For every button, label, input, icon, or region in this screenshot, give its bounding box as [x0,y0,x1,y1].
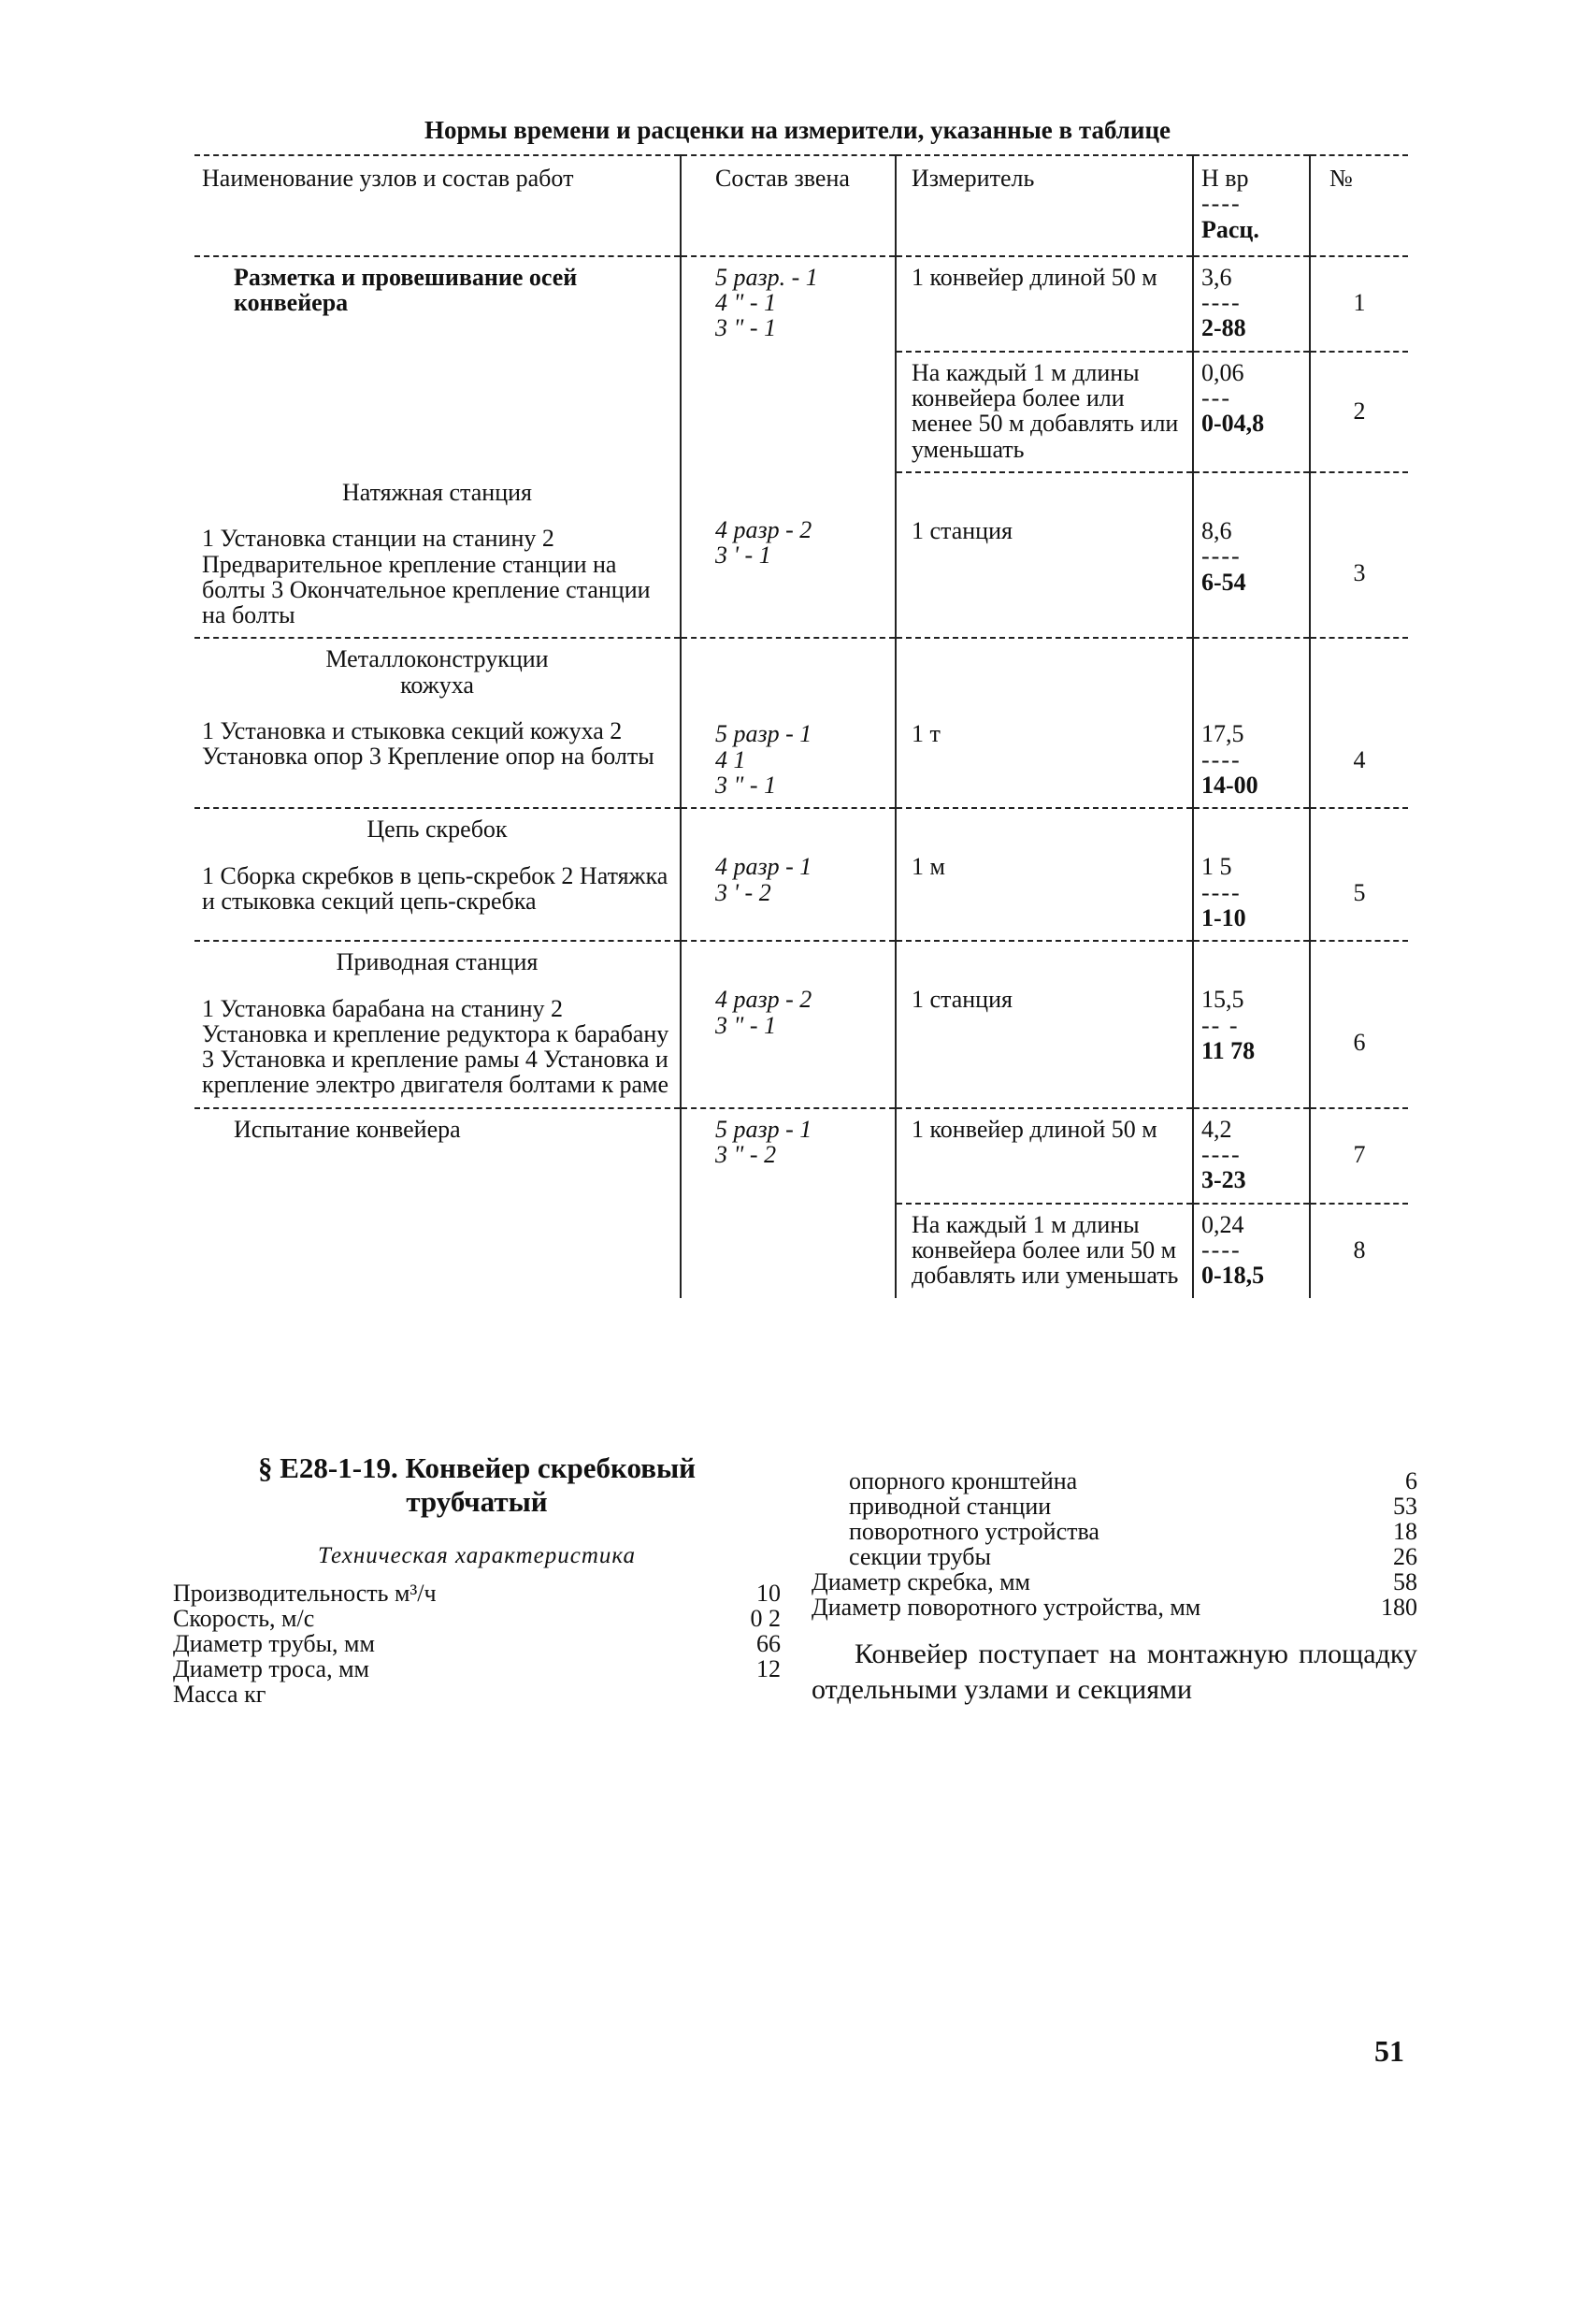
spec-row [812,1569,1417,1595]
row-4-values [1193,638,1310,808]
table-row [194,808,1408,941]
row-3-brigade [681,472,896,638]
row-1-unit: 1 конвейер длиной 50 м [896,256,1193,352]
brigade-line: 5 разр - 1 [715,1115,812,1143]
brigade-line: 3 " - 1 [715,1011,777,1039]
spec-value: 0 2 [750,1605,781,1632]
row-7-name [194,1108,681,1298]
hvr-value: 0,06 [1201,358,1244,386]
value-dash: ---- [1201,878,1242,906]
row-7-brigade [681,1108,896,1298]
value-dash: ---- [1201,1235,1242,1263]
table-header-row [194,155,1408,256]
spec-list-right [812,1468,1417,1620]
value-dash: ---- [1201,542,1242,570]
hvr-value: 1 5 [1201,853,1232,881]
row-5-name [194,808,681,941]
spec-value: 66 [756,1630,781,1657]
header-unit: Измеритель [896,155,1193,256]
spec-label: Диаметр троса, мм [173,1655,369,1682]
table-title: Нормы времени и расценки на измерители, указанные в таблице [424,116,1171,144]
section-title-line2: трубчатый [406,1484,548,1518]
spec-label: секции трубы [849,1543,991,1570]
row-6-name [194,941,681,1107]
row-8-values [1193,1204,1310,1298]
spec-label: приводной станции [849,1493,1052,1520]
row-8-num: 8 [1353,1235,1366,1263]
row-1-num: 1 [1310,256,1408,352]
brigade-line: 3 " - 1 [715,772,777,800]
brigade-line: 3 ' - 1 [715,541,771,570]
spec-value: 6 [1405,1467,1417,1494]
row-1-values [1193,256,1310,352]
value-dash: --- [1201,384,1231,412]
spec-value: 12 [756,1655,781,1682]
row-name-text: 1 Установка и стыковка секций кожуха 2 Установка опор 3 Крепление опор на болты [202,717,654,771]
value-dash: ---- [1201,745,1242,773]
spec-label: Скорость, м/с [173,1605,315,1632]
brigade-line: 4 разр - 1 [715,853,812,881]
spec-label: Диаметр поворотного устройства, мм [812,1594,1201,1621]
header-name: Наименование узлов и состав работ [194,155,681,256]
hvr-value: 3,6 [1201,263,1232,291]
header-hvr [1193,155,1310,256]
row-5-unit: 1 м [896,808,1193,941]
row-name-text: Разметка и провешивание осей конвейера [234,263,578,317]
row-5-brigade [681,808,896,941]
spec-label: Производительность м³/ч [173,1580,437,1607]
value-dash: -- - [1201,1011,1240,1039]
spec-value: 58 [1393,1568,1417,1595]
brigade-line: 3 " - 2 [715,1141,777,1169]
body-paragraph: Конвейер поступает на монтажную площадку отдельными узлами и секциями [812,1638,1417,1705]
table-row [194,941,1408,1107]
row-section-title: Металлоконструкции кожуха [325,645,549,699]
table-row [194,472,1408,638]
row-4-name [194,638,681,808]
rasc-value: 0-04,8 [1201,410,1265,438]
row-name-text: 1 Сборка скребков в цепь-скребок 2 Натяжка и стыковка секций цепь-скребка [202,861,668,915]
row-name-text: Испытание конвейера [234,1115,461,1143]
page-number: 51 [1374,2034,1404,2068]
table-row [194,256,1408,352]
brigade-line: 3 ' - 2 [715,878,771,906]
row-2-values [1193,352,1310,472]
spec-label: опорного кронштейна [849,1467,1078,1494]
brigade-line: 5 разр. - 1 [715,263,818,291]
row-3-unit: 1 станция [896,472,1193,638]
row-2-num: 2 [1310,352,1408,472]
spec-row [173,1682,781,1707]
spec-value: 10 [756,1580,781,1607]
spec-row [812,1595,1417,1620]
row-7-unit: 1 конвейер длиной 50 м [896,1108,1193,1204]
rasc-value: 14-00 [1201,772,1258,800]
row-2-unit: На каждый 1 м длины конвейера более или менее 50 м добавлять или уменьшать [896,352,1193,472]
brigade-line: 4 разр - 2 [715,986,812,1014]
row-5-values [1193,808,1310,941]
spec-value: 53 [1393,1493,1417,1520]
row-section-title: Натяжная станция [342,478,532,506]
row-name-text: 1 Установка станции на станину 2 Предварительное крепление станции на болты 3 Окончательное крепление станции на болты [202,525,651,629]
tech-characteristics-title: Техническая характеристика [317,1543,636,1568]
spec-row [812,1494,1417,1519]
row-4-num: 4 [1310,638,1408,808]
spec-value: 18 [1393,1518,1417,1545]
spec-row [173,1581,781,1606]
header-num: № [1310,155,1408,256]
brigade-line: 4 " - 1 [715,289,777,317]
spec-list-left [173,1581,781,1707]
row-3-values [1193,472,1310,638]
spec-row [173,1631,781,1656]
hvr-value: 4,2 [1201,1115,1232,1143]
row-6-brigade [681,941,896,1107]
row-3-name [194,472,681,638]
hvr-value: 17,5 [1201,720,1244,748]
spec-row [173,1606,781,1631]
spec-label: Диаметр скребка, мм [812,1568,1030,1595]
header-dash: ---- [1201,190,1242,218]
row-6-num: 6 [1310,941,1408,1107]
spec-value: 180 [1381,1594,1417,1621]
spec-row [812,1544,1417,1569]
spec-row [173,1656,781,1682]
brigade-line: 4 разр - 2 [715,515,812,543]
value-dash: ---- [1201,1141,1242,1169]
rasc-value: 11 78 [1201,1036,1256,1064]
row-6-values [1193,941,1310,1107]
brigade-line: 4 1 [715,745,746,773]
row-3-num: 3 [1310,472,1408,638]
header-brigade: Состав звена [681,155,896,256]
rasc-value: 3-23 [1201,1166,1246,1194]
row-8-unit: На каждый 1 м длины конвейера более или 50 м добавлять или уменьшать [896,1204,1193,1298]
row-1-brigade [681,256,896,472]
rasc-value: 0-18,5 [1201,1262,1265,1290]
table-row [194,1108,1408,1204]
spec-label: Диаметр трубы, мм [173,1630,375,1657]
table-row [194,638,1408,808]
row-7-num: 7 [1310,1108,1408,1204]
spec-row [812,1468,1417,1494]
header-hvr-label: Н вр [1201,165,1249,192]
hvr-value: 8,6 [1201,516,1232,544]
row-6-unit: 1 станция [896,941,1193,1107]
brigade-line: 3 " - 1 [715,314,777,342]
row-section-title: Цепь скребок [366,816,508,844]
rasc-value: 2-88 [1201,314,1246,342]
section-title [182,1451,771,1518]
row-4-brigade [681,638,896,808]
rasc-value: 6-54 [1201,568,1246,596]
section-title-line1: § Е28-1-19. Конвейер скребковый [257,1451,697,1484]
value-dash: ---- [1201,289,1242,317]
spec-label: Масса кг [173,1681,266,1708]
row-1-name [194,256,681,472]
rasc-value: 1-10 [1201,903,1246,931]
hvr-value: 0,24 [1201,1210,1244,1238]
row-5-num: 5 [1310,808,1408,941]
hvr-value: 15,5 [1201,986,1244,1014]
spec-row [812,1519,1417,1544]
header-rasc-label: Расц. [1201,215,1259,243]
spec-label: поворотного устройства [849,1518,1099,1545]
brigade-line: 5 разр - 1 [715,720,812,748]
spec-value: 26 [1393,1543,1417,1570]
row-4-unit: 1 т [896,638,1193,808]
row-7-values [1193,1108,1310,1204]
row-section-title: Приводная станция [336,948,539,976]
row-name-text: 1 Установка барабана на станину 2 Установка и крепление редуктора к барабану 3 Установка и крепление рамы 4 Установка и крепление электро двигателя болтами к раме [202,994,669,1099]
norms-table [194,154,1408,1298]
